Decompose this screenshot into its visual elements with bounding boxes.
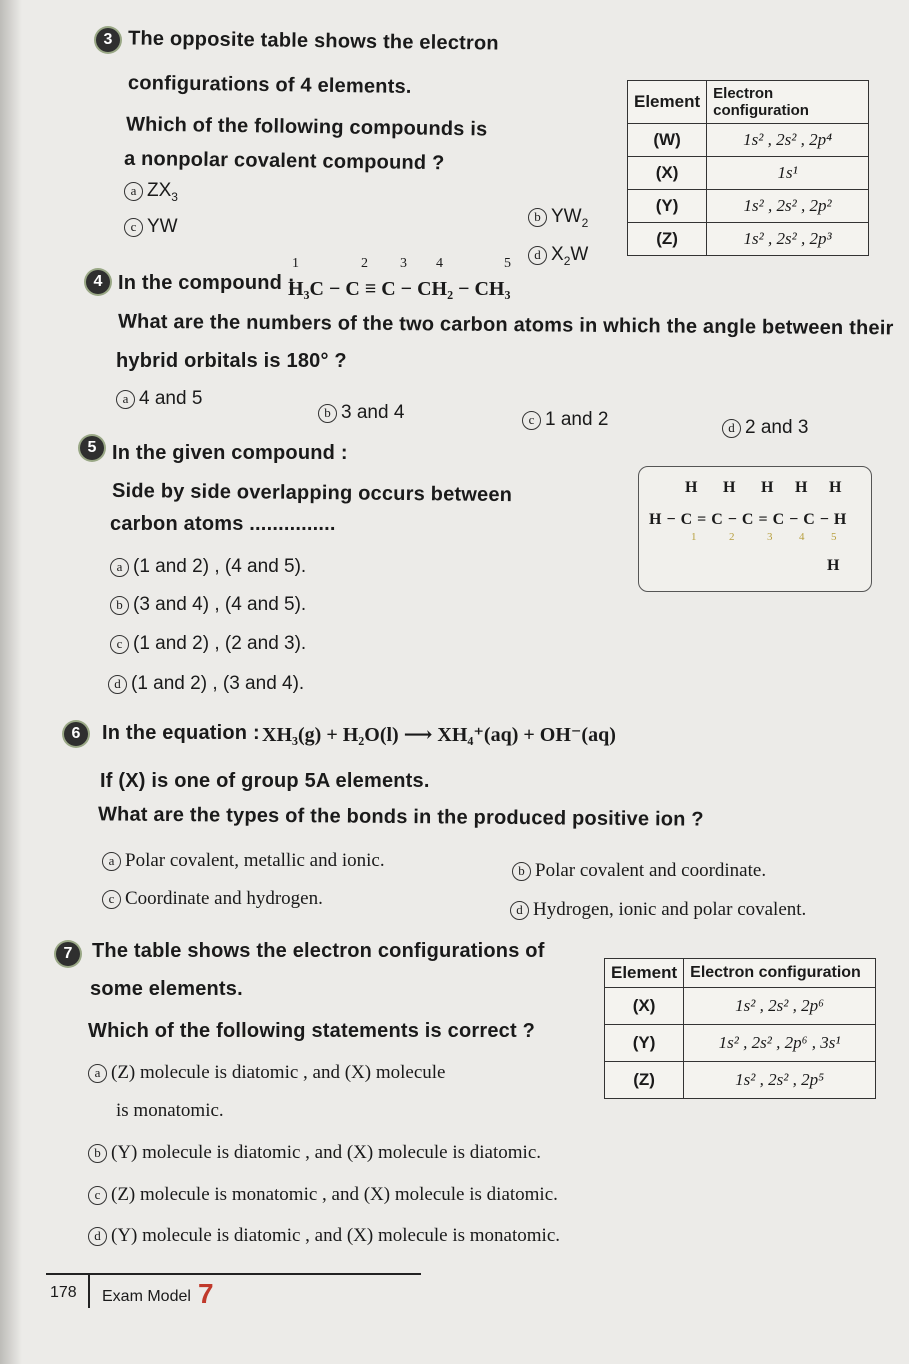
option-c[interactable] — [110, 633, 306, 655]
footer-divider — [46, 1273, 421, 1275]
carbon-number: 4 — [799, 531, 805, 543]
option-text: 2 and 3 — [745, 417, 809, 438]
question-text: In the given compound : — [112, 442, 348, 464]
option-text: (1 and 2) , (4 and 5). — [133, 556, 307, 577]
question-intro: In the equation : — [102, 722, 260, 744]
element-cell: (W) — [628, 124, 707, 157]
question-text: carbon atoms ............... — [110, 513, 336, 535]
question-text: The table shows the electron configurations of — [92, 940, 545, 962]
hydrogen-atom: H — [723, 479, 736, 496]
option-letter: d — [722, 419, 741, 438]
table-row — [628, 223, 869, 256]
option-text: Polar covalent and coordinate. — [535, 860, 767, 881]
option-d[interactable] — [88, 1225, 560, 1247]
option-letter: b — [110, 596, 129, 615]
option-letter: c — [110, 635, 129, 654]
option-a[interactable] — [124, 180, 178, 204]
option-text: (Y) molecule is diatomic , and (X) molecule is monatomic. — [111, 1225, 561, 1246]
element-cell: (X) — [605, 988, 684, 1025]
element-cell: (X) — [628, 157, 707, 190]
carbon-number: 5 — [504, 256, 511, 271]
option-letter: c — [88, 1186, 107, 1205]
table-header: Electron configuration — [707, 81, 869, 124]
option-text: (3 and 4) , (4 and 5). — [133, 594, 307, 615]
option-a[interactable] — [116, 388, 202, 410]
carbon-number: 3 — [400, 256, 407, 271]
option-c[interactable] — [124, 216, 178, 238]
option-letter: b — [88, 1144, 107, 1163]
option-b[interactable] — [512, 860, 766, 882]
config-cell: 1s² , 2s² , 2p⁶ , 3s¹ — [684, 1025, 876, 1062]
bottom-hydrogen: H — [827, 557, 840, 574]
question-text: hybrid orbitals is 180° ? — [116, 350, 347, 372]
subscript: 3 — [171, 190, 178, 204]
option-d[interactable] — [510, 899, 806, 921]
option-d[interactable] — [528, 244, 588, 268]
option-text: (Y) molecule is diatomic , and (X) molecule is diatomic. — [111, 1142, 542, 1163]
option-letter: d — [528, 246, 547, 265]
table-row — [605, 988, 876, 1025]
option-text: YW — [551, 206, 582, 227]
carbon-number: 4 — [436, 256, 443, 271]
hydrogen-atom: H — [685, 479, 698, 496]
option-letter: c — [124, 218, 143, 237]
page-binding-shadow — [0, 0, 22, 1364]
option-text-tail: W — [570, 244, 589, 265]
hydrogen-atom: H — [795, 479, 808, 496]
option-letter: c — [102, 890, 121, 909]
carbon-number: 2 — [729, 531, 735, 543]
option-a-continuation: is monatomic. — [116, 1100, 224, 1121]
exam-model-label: Exam Model — [102, 1288, 191, 1305]
subscript: 2 — [563, 254, 571, 268]
question-intro: In the compound : — [118, 272, 295, 294]
config-cell: 1s² , 2s² , 2p⁶ — [684, 988, 876, 1025]
carbon-number: 5 — [831, 531, 837, 543]
question-text: Side by side overlapping occurs between — [111, 479, 513, 507]
question-number: 3 — [96, 28, 120, 52]
hydrogen-atom: H — [829, 479, 842, 496]
option-letter: a — [102, 852, 121, 871]
question-number: 6 — [64, 722, 88, 746]
option-a[interactable] — [110, 556, 306, 578]
table-row — [628, 190, 869, 223]
option-letter: d — [108, 675, 127, 694]
option-c[interactable] — [522, 409, 608, 431]
option-text: Polar covalent, metallic and ionic. — [125, 850, 385, 871]
electron-config-table — [604, 958, 876, 1099]
option-letter: d — [510, 901, 529, 920]
option-letter: a — [110, 558, 129, 577]
option-letter: a — [124, 182, 143, 201]
carbon-number: 2 — [361, 256, 368, 271]
option-text: Coordinate and hydrogen. — [125, 888, 323, 909]
option-a[interactable] — [102, 850, 385, 872]
structural-formula-box — [638, 466, 872, 592]
hydrogen-atom: H — [761, 479, 774, 496]
option-text: 1 and 2 — [545, 409, 609, 430]
option-d[interactable] — [108, 673, 304, 695]
question-number: 7 — [56, 942, 80, 966]
option-a[interactable] — [88, 1062, 446, 1084]
question-number: 4 — [86, 270, 110, 294]
carbon-number: 3 — [767, 531, 773, 543]
question-text: What are the types of the bonds in the produced positive ion ? — [97, 803, 704, 831]
config-cell: 1s² , 2s² , 2p⁴ — [707, 124, 869, 157]
element-cell: (Y) — [628, 190, 707, 223]
table-row — [605, 1025, 876, 1062]
option-c[interactable] — [102, 888, 323, 910]
option-letter: b — [528, 208, 547, 227]
option-letter: d — [88, 1227, 107, 1246]
carbon-number: 1 — [292, 256, 299, 271]
option-text: 3 and 4 — [341, 402, 405, 423]
option-text: (1 and 2) , (2 and 3). — [133, 633, 307, 654]
config-cell: 1s² , 2s² , 2p² — [707, 190, 869, 223]
page-number: 178 — [50, 1284, 77, 1301]
subscript: 2 — [581, 216, 589, 230]
element-cell: (Z) — [605, 1062, 684, 1099]
option-text: ZX — [147, 180, 172, 201]
option-letter: a — [116, 390, 135, 409]
table-header: Element — [605, 959, 684, 988]
option-text: (Z) molecule is monatomic , and (X) molecule is diatomic. — [111, 1184, 558, 1205]
question-text: The opposite table shows the electron — [127, 27, 499, 55]
carbon-chain: H − C = C − C = C − C − H — [649, 511, 847, 528]
question-text: some elements. — [90, 978, 243, 1000]
question-number: 5 — [80, 436, 104, 460]
option-letter: a — [88, 1064, 107, 1083]
question-text: If (X) is one of group 5A elements. — [100, 770, 430, 792]
option-b[interactable] — [318, 402, 404, 424]
question-text: Which of the following compounds is — [125, 113, 488, 141]
option-c[interactable] — [88, 1184, 558, 1206]
config-cell: 1s² , 2s² , 2p³ — [707, 223, 869, 256]
config-cell: 1s¹ — [707, 157, 869, 190]
option-d[interactable] — [722, 417, 808, 439]
option-b[interactable] — [528, 206, 588, 230]
compound-formula: H₃C − C ≡ C − CH₂ − CH₃ — [288, 278, 511, 300]
exam-model-number: 7 — [198, 1278, 214, 1309]
option-letter: b — [512, 862, 531, 881]
electron-config-table — [627, 80, 869, 256]
element-cell: (Y) — [605, 1025, 684, 1062]
option-text: X — [551, 244, 564, 265]
table-row — [628, 157, 869, 190]
option-letter: b — [318, 404, 337, 423]
chemical-equation: XH₃(g) + H₂O(l) ⟶ XH₄⁺(aq) + OH⁻(aq) — [262, 724, 616, 746]
config-cell: 1s² , 2s² , 2p⁵ — [684, 1062, 876, 1099]
table-header: Element — [628, 81, 707, 124]
table-row — [628, 124, 869, 157]
option-text: (Z) molecule is diatomic , and (X) molecule — [111, 1062, 446, 1083]
element-cell: (Z) — [628, 223, 707, 256]
question-text: What are the numbers of the two carbon atoms in which the angle between their — [117, 310, 894, 340]
option-letter: c — [522, 411, 541, 430]
option-b[interactable] — [110, 594, 306, 616]
option-text: 4 and 5 — [139, 388, 203, 409]
option-text: YW — [147, 216, 178, 237]
question-text: a nonpolar covalent compound ? — [123, 147, 445, 175]
table-row — [605, 1062, 876, 1099]
option-text: (1 and 2) , (3 and 4). — [131, 673, 305, 694]
option-text: Hydrogen, ionic and polar covalent. — [533, 899, 807, 920]
option-b[interactable] — [88, 1142, 541, 1164]
table-header: Electron configuration — [684, 959, 876, 988]
question-text: configurations of 4 elements. — [127, 72, 412, 98]
question-text: Which of the following statements is correct ? — [88, 1020, 536, 1042]
footer-divider-vertical — [88, 1274, 90, 1308]
carbon-number: 1 — [691, 531, 697, 543]
